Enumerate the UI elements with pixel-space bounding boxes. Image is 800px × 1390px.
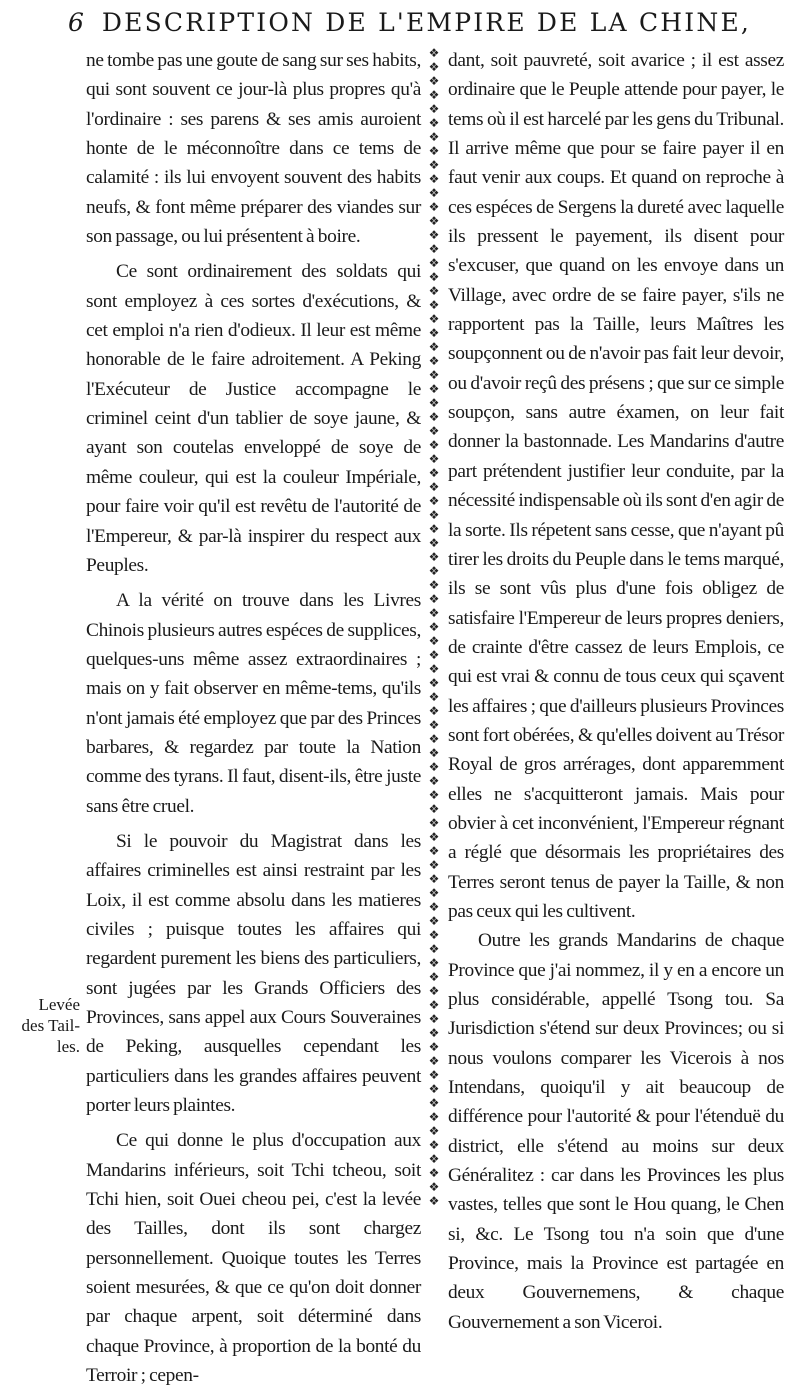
ornament-glyph: ❖: [428, 410, 440, 424]
ornament-glyph: ❖: [428, 368, 440, 382]
ornament-glyph: ❖: [428, 970, 440, 984]
ornament-glyph: ❖: [428, 494, 440, 508]
paragraph: ne tombe pas une goute de sang sur ses habits, qui sont souvent ce jour-là plus propres qu'à l'ordinaire : ses parens & ses amis auroient honte de le méconnoître dans ce tems de calamité : ils lui envoyent souvent des habits neufs, & font même préparer des viandes sur son passage, ou lui présentent à boire.: [86, 50, 421, 248]
ornament-glyph: ❖: [428, 886, 440, 900]
ornament-glyph: ❖: [428, 1194, 440, 1208]
ornament-glyph: ❖: [428, 788, 440, 802]
ornament-glyph: ❖: [428, 858, 440, 872]
ornament-glyph: ❖: [428, 1166, 440, 1180]
ornament-glyph: ❖: [428, 998, 440, 1012]
ornament-glyph: ❖: [428, 648, 440, 662]
left-column: [86, 46, 421, 1390]
ornament-glyph: ❖: [428, 550, 440, 564]
ornament-glyph: ❖: [428, 984, 440, 998]
ornament-glyph: ❖: [428, 1110, 440, 1124]
ornament-glyph: ❖: [428, 438, 440, 452]
ornament-glyph: ❖: [428, 102, 440, 116]
ornament-glyph: ❖: [428, 88, 440, 102]
ornament-glyph: ❖: [428, 662, 440, 676]
ornament-glyph: ❖: [428, 214, 440, 228]
ornament-glyph: ❖: [428, 732, 440, 746]
ornament-glyph: ❖: [428, 774, 440, 788]
ornament-glyph: ❖: [428, 1026, 440, 1040]
ornament-glyph: ❖: [428, 676, 440, 690]
ornament-glyph: ❖: [428, 480, 440, 494]
ornament-glyph: ❖: [428, 536, 440, 550]
ornament-glyph: ❖: [428, 396, 440, 410]
ornament-glyph: ❖: [428, 1082, 440, 1096]
ornament-glyph: ❖: [428, 312, 440, 326]
ornament-glyph: ❖: [428, 1096, 440, 1110]
ornament-glyph: ❖: [428, 872, 440, 886]
ornament-glyph: ❖: [428, 186, 440, 200]
paragraph: Ce sont ordinairement des soldats qui sont employez à ces sortes d'exécutions, & cet emploi n'a rien d'odieux. Il leur est même honorable de le faire adroitement. A Peking l'Exécuteur de Justice accompagne le criminel ceint d'un tablier de soye jaune, & ayant son coutelas enveloppé de soye de même couleur, qui est la couleur Impériale, pour faire voir qu'il est revêtu de l'autorité de l'Empereur, & par-là inspirer du respect aux Peuples.: [86, 261, 421, 576]
margin-note-line: des Tail-: [21, 1016, 80, 1035]
ornament-glyph: ❖: [428, 1152, 440, 1166]
ornament-glyph: ❖: [428, 284, 440, 298]
ornament-glyph: ❖: [428, 1124, 440, 1138]
ornament-glyph: ❖: [428, 340, 440, 354]
ornament-glyph: ❖: [428, 718, 440, 732]
ornament-glyph: ❖: [428, 74, 440, 88]
paragraph: Ce qui donne le plus d'occupation aux Mandarins inférieurs, soit Tchi tcheou, soit Tchi hien, soit Ouei cheou pei, c'est la levée des Tailles, dont ils sont chargez personnellement. Quoique toutes les Terres soient mesurées, & que ce qu'on doit donner par chaque arpent, soit déterminé dans chaque Province, à proportion de la bonté du Terroir ; cepen-: [86, 1130, 421, 1387]
ornament-glyph: ❖: [428, 228, 440, 242]
page-number: 6: [68, 8, 84, 37]
ornament-glyph: ❖: [428, 746, 440, 760]
ornament-glyph: ❖: [428, 200, 440, 214]
ornament-glyph: ❖: [428, 424, 440, 438]
ornament-glyph: ❖: [428, 158, 440, 172]
ornament-glyph: ❖: [428, 802, 440, 816]
running-title: DESCRIPTION DE L'EMPIRE DE LA CHINE,: [101, 8, 752, 37]
ornament-glyph: ❖: [428, 298, 440, 312]
ornament-glyph: ❖: [428, 928, 440, 942]
ornament-glyph: ❖: [428, 1068, 440, 1082]
ornament-glyph: ❖: [428, 942, 440, 956]
ornament-glyph: ❖: [428, 1180, 440, 1194]
ornament-glyph: ❖: [428, 466, 440, 480]
margin-note-line: Levée: [38, 995, 80, 1014]
ornament-glyph: ❖: [428, 564, 440, 578]
ornament-glyph: ❖: [428, 354, 440, 368]
ornament-glyph: ❖: [428, 844, 440, 858]
ornament-glyph: ❖: [428, 900, 440, 914]
ornament-glyph: ❖: [428, 522, 440, 536]
right-column: [448, 46, 784, 1337]
paragraph: Si le pouvoir du Magistrat dans les affaires criminelles est ainsi restraint par les Loix, il est comme absolu dans les matieres civiles ; puisque toutes les affaires qui regardent purement les biens des particuliers, sont jugées par les Grands Officiers des Provinces, sans appel aux Cours Souveraines de Peking, ausquelles cependant les particuliers dans les grandes affaires peuvent porter leurs plaintes.: [86, 830, 421, 1117]
ornament-glyph: ❖: [428, 760, 440, 774]
margin-note: [14, 994, 80, 1057]
ornament-glyph: ❖: [428, 1138, 440, 1152]
ornament-glyph: ❖: [428, 634, 440, 648]
ornament-glyph: ❖: [428, 914, 440, 928]
ornament-glyph: ❖: [428, 242, 440, 256]
ornament-glyph: ❖: [428, 1040, 440, 1054]
ornament-glyph: ❖: [428, 452, 440, 466]
paragraph: A la vérité on trouve dans les Livres Chinois plusieurs autres espéces de supplices, quelques-uns même assez extraordinaires ; mais on y fait observer en même-tems, qu'ils n'ont jamais été employez que par des Princes barbares, & regardez par toute la Nation comme des tyrans. Il faut, disent-ils, être juste sans être cruel.: [86, 590, 421, 817]
ornament-glyph: ❖: [428, 690, 440, 704]
ornament-glyph: ❖: [428, 578, 440, 592]
paragraph: Outre les grands Mandarins de chaque Province que j'ai nommez, il y en a encore un plus considérable, appellé Tsong tou. Sa Jurisdiction s'étend sur deux Provinces; ou si nous voulons comparer les Vicerois à nos Intendans, quoiqu'il y ait beaucoup de différence pour l'autorité & pour l'étenduë du district, elle s'étend au moins sur deux Généralitez : car dans les Provinces les plus vastes, telles que sont le Hou quang, le Chen si, &c. Le Tsong tou n'a soin que d'une Province, mais la Province est partagée en deux Gouvernemens, & chaque Gouvernement a son Viceroi.: [448, 930, 784, 1333]
paragraph: dant, soit pauvreté, soit avarice ; il est assez ordinaire que le Peuple attende pour payer, le tems où il est harcelé par les gens du Tribunal. Il arrive même que pour se faire payer il en faut venir aux coups. Et quand on reproche à ces espéces de Sergens la dureté avec laquelle ils pressent le payement, ils disent pour s'excuser, que quand on les envoye dans un Village, avec ordre de se faire payer, s'ils ne rapportent pas la Taille, leurs Maîtres les soupçonnent ou de n'avoir pas fait leur devoir, ou d'avoir reçû des présens ; que sur ce simple soupçon, sans autre éxamen, on leur fait donner la bastonnade. Les Mandarins d'autre part prétendent justifier leur conduite, par la nécessité indispensable où ils sont d'en agir de la sorte. Ils répetent sans cesse, que n'ayant pû tirer les droits du Peuple dans le tems marqué, ils se sont vûs plus d'une fois obligez de satisfaire l'Empereur de leurs propres deniers, de crainte d'être cassez de leurs Emplois, ce qui est vrai & connu de tous ceux qui sçavent les affaires ; que d'ailleurs plusieurs Provinces sont fort obérées, & qu'elles doivent au Trésor Royal de gros arrérages, dont apparemment elles ne s'acquitteront jamais. Mais pour obvier à cet inconvénient, l'Empereur régnant a réglé que désormais les propriétaires des Terres seront tenus de payer la Taille, & non pas ceux qui les cultivent.: [448, 50, 784, 922]
ornament-glyph: ❖: [428, 830, 440, 844]
ornament-glyph: ❖: [428, 704, 440, 718]
ornament-glyph: ❖: [428, 956, 440, 970]
ornament-glyph: ❖: [428, 592, 440, 606]
ornament-glyph: ❖: [428, 606, 440, 620]
ornament-glyph: ❖: [428, 508, 440, 522]
margin-note-line: les.: [56, 1037, 80, 1056]
ornament-glyph: ❖: [428, 620, 440, 634]
ornament-glyph: ❖: [428, 130, 440, 144]
ornament-glyph: ❖: [428, 256, 440, 270]
ornament-glyph: ❖: [428, 270, 440, 284]
ornament-glyph: ❖: [428, 1054, 440, 1068]
ornament-glyph: ❖: [428, 116, 440, 130]
ornament-glyph: ❖: [428, 172, 440, 186]
ornament-glyph: ❖: [428, 816, 440, 830]
ornament-glyph: ❖: [428, 382, 440, 396]
ornament-glyph: ❖: [428, 60, 440, 74]
column-ornament-rule: [426, 46, 442, 1221]
ornament-glyph: ❖: [428, 144, 440, 158]
ornament-glyph: ❖: [428, 46, 440, 60]
ornament-glyph: ❖: [428, 326, 440, 340]
ornament-glyph: ❖: [428, 1012, 440, 1026]
